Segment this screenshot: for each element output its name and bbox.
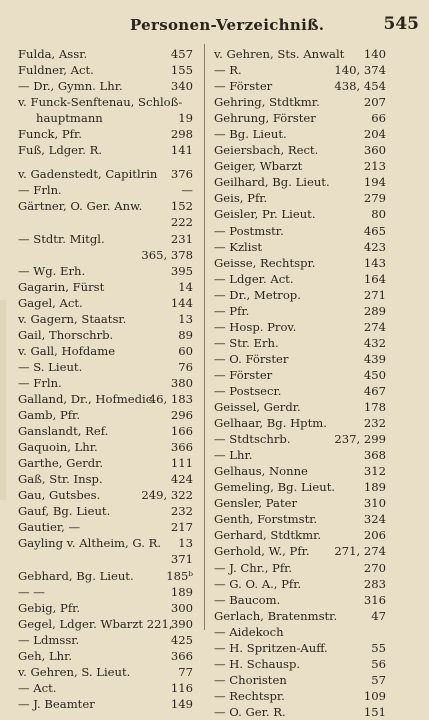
index-entry [214, 271, 386, 287]
entry-page-ref: 376 [170, 167, 193, 182]
entry-page-ref: 457 [170, 47, 193, 61]
entry-name: — Frln. [18, 375, 62, 390]
entry-name: — H. Schausp. [214, 656, 301, 671]
index-entry [214, 592, 386, 608]
entry-name: — — [18, 584, 45, 599]
entry-page-ref: 76 [178, 359, 193, 374]
entry-name: — Dr., Metrop. [214, 287, 301, 302]
index-column-right [214, 46, 386, 720]
index-entry [214, 447, 386, 463]
index-entry [214, 303, 386, 319]
entry-page-ref: 340 [170, 79, 193, 94]
index-entry [214, 383, 386, 399]
entry-name: Gebhard, Bg. Lieut. [18, 568, 134, 583]
entry-name: Geiger, Wbarzt [214, 159, 303, 174]
index-entry [18, 279, 193, 295]
index-entry [214, 239, 386, 255]
entry-name: — Ldger. Act. [214, 271, 294, 286]
index-entry [214, 704, 386, 720]
entry-page-ref: 366 [170, 440, 193, 455]
entry-page-ref: 185ᵇ [166, 568, 193, 583]
entry-page-ref: 46, 183 [148, 391, 193, 406]
entry-name: — Postmstr. [214, 223, 284, 238]
entry-name: Gehring, Stdtkmr. [214, 95, 320, 110]
entry-page-ref: 371 [170, 552, 193, 567]
index-entry [18, 142, 193, 158]
index-entry [214, 415, 386, 431]
entry-name: — O. Förster [214, 351, 289, 366]
entry-name: Geiersbach, Rect. [214, 143, 319, 158]
entry-page-ref: 207 [363, 95, 386, 110]
entry-name: Gensler, Pater [214, 496, 298, 511]
entry-name: — Ldmssr. [18, 632, 80, 647]
entry-page-ref: 141 [170, 143, 193, 158]
entry-name: — Baucom. [214, 592, 281, 607]
index-entry [18, 503, 193, 519]
index-entry [18, 391, 193, 407]
entry-page-ref: 390 [170, 616, 193, 631]
entry-page-ref: 232 [170, 504, 193, 519]
entry-page-ref: 80 [371, 207, 386, 222]
entry-page-ref: 438, 454 [334, 79, 386, 94]
entry-page-ref: 189 [170, 584, 193, 599]
index-entry [214, 351, 386, 367]
index-entry [214, 576, 386, 592]
entry-name: Fulda, Assr. [18, 47, 88, 61]
page-shading [0, 300, 6, 500]
entry-page-ref: 222 [170, 215, 193, 230]
index-entry [18, 423, 193, 439]
entry-page-ref: 57 [371, 672, 386, 687]
index-entry [18, 696, 193, 712]
entry-name: Geh, Lhr. [18, 648, 73, 663]
entry-page-ref: 14 [178, 279, 193, 294]
entry-page-ref: 194 [363, 175, 386, 190]
entry-page-ref: 465 [363, 223, 386, 238]
entry-page-ref: 271 [363, 287, 386, 302]
entry-name: Galland, Dr., Hofmedic. [18, 391, 156, 406]
entry-page-ref: 316 [363, 592, 386, 607]
index-entry [214, 672, 386, 688]
entry-name: Gegel, Ldger. Wbarzt 221, [18, 616, 173, 631]
entry-name: Gagarin, Fürst [18, 279, 105, 294]
entry-name: Fuldner, Act. [18, 63, 94, 78]
index-entry [214, 94, 386, 110]
entry-name: — J. Chr., Pfr. [214, 560, 293, 575]
entry-page-ref: 56 [371, 656, 386, 671]
entry-name: — Stdtschrb. [214, 432, 291, 447]
entry-page-ref: 312 [363, 464, 386, 479]
entry-page-ref: 55 [371, 640, 386, 655]
page-header [0, 16, 429, 36]
entry-name: — H. Spritzen-Auff. [214, 640, 328, 655]
entry-page-ref: 424 [170, 472, 193, 487]
entry-name: Gayling v. Altheim, G. R. [18, 536, 162, 551]
column-divider [204, 44, 205, 630]
entry-page-ref: 109 [363, 688, 386, 703]
index-column-left [18, 46, 193, 712]
index-entry [214, 527, 386, 543]
entry-page-ref: 423 [363, 239, 386, 254]
index-entry [214, 560, 386, 576]
index-entry [214, 142, 386, 158]
entry-page-ref: 166 [170, 424, 193, 439]
entry-page-ref: 289 [363, 303, 386, 318]
index-entry [18, 263, 193, 279]
entry-page-ref: 66 [371, 111, 386, 126]
index-entry [18, 471, 193, 487]
index-entry [18, 231, 193, 247]
index-entry [18, 343, 193, 359]
entry-page-ref: 368 [363, 448, 386, 463]
entry-name: Ganslandt, Ref. [18, 424, 109, 439]
entry-page-ref: 366 [170, 648, 193, 663]
index-entry [18, 62, 193, 78]
index-entry [214, 190, 386, 206]
index-entry [214, 174, 386, 190]
index-entry [214, 367, 386, 383]
entry-page-ref: 274 [363, 319, 386, 334]
index-entry [18, 166, 193, 182]
entry-name: v. Gall, Hofdame [18, 343, 116, 358]
entry-page-ref: 270 [363, 560, 386, 575]
index-entry [214, 511, 386, 527]
index-entry [214, 158, 386, 174]
index-entry [18, 247, 193, 263]
index-entry [214, 46, 386, 62]
entry-name: hauptmann [36, 111, 103, 126]
entry-name: Garthe, Gerdr. [18, 456, 104, 471]
entry-name: — O. Ger. R. [214, 704, 286, 719]
entry-name: Fuß, Ldger. R. [18, 143, 103, 158]
index-entry [214, 62, 386, 78]
entry-name: — G. O. A., Pfr. [214, 576, 302, 591]
entry-name: — Str. Erh. [214, 335, 279, 350]
index-entry [18, 455, 193, 471]
entry-page-ref: 360 [363, 143, 386, 158]
entry-page-ref: 116 [170, 680, 193, 695]
entry-page-ref: 425 [170, 632, 193, 647]
index-entry [18, 519, 193, 535]
entry-name: — J. Beamter [18, 696, 95, 711]
entry-name: — Act. [18, 680, 57, 695]
entry-name: v. Gagern, Staatsr. [18, 311, 127, 326]
entry-page-ref: 47 [371, 608, 386, 623]
entry-name: Gagel, Act. [18, 295, 83, 310]
index-entry [18, 568, 193, 584]
entry-page-ref: 13 [178, 536, 193, 551]
index-entry [214, 608, 386, 624]
entry-name: — Dr., Gymn. Lhr. [18, 79, 123, 94]
index-entry [18, 295, 193, 311]
entry-page-ref: 140 [363, 47, 386, 61]
entry-page-ref: 380 [170, 375, 193, 390]
index-entry [214, 656, 386, 672]
index-entry [18, 94, 193, 110]
entry-name: Geisler, Pr. Lieut. [214, 207, 316, 222]
index-entry [214, 206, 386, 222]
entry-name: Geis, Pfr. [214, 191, 268, 206]
index-entry [18, 327, 193, 343]
entry-page-ref: 450 [363, 367, 386, 382]
entry-page-ref: 467 [363, 383, 386, 398]
entry-page-ref: 237, 299 [334, 432, 386, 447]
entry-page-ref: 249, 322 [141, 488, 193, 503]
index-entry [18, 198, 193, 214]
entry-page-ref: 189 [363, 480, 386, 495]
entry-name: v. Gehren, S. Lieut. [18, 664, 131, 679]
entry-name: Geissel, Gerdr. [214, 400, 301, 415]
entry-name: — R. [214, 63, 242, 78]
entry-page-ref: 271, 274 [334, 544, 386, 559]
index-entry [18, 359, 193, 375]
entry-name: Gamb, Pfr. [18, 408, 81, 423]
entry-name: Gemeling, Bg. Lieut. [214, 480, 336, 495]
entry-page-ref: 151 [363, 704, 386, 719]
entry-page-ref: 111 [170, 456, 193, 471]
entry-page-ref: 89 [178, 327, 193, 342]
entry-name: Gauf, Bg. Lieut. [18, 504, 111, 519]
index-entry [214, 431, 386, 447]
index-entry [214, 624, 386, 640]
entry-page-ref: 178 [363, 400, 386, 415]
entry-name: Geilhard, Bg. Lieut. [214, 175, 330, 190]
entry-page-ref: 206 [363, 528, 386, 543]
index-entry [18, 648, 193, 664]
entry-name: — Choristen [214, 672, 287, 687]
index-entry [18, 439, 193, 455]
entry-name: — Postsecr. [214, 383, 282, 398]
entry-page-ref: 300 [170, 600, 193, 615]
entry-page-ref: 164 [363, 271, 386, 286]
entry-name: Gau, Gutsbes. [18, 488, 101, 503]
entry-name: — Hosp. Prov. [214, 319, 297, 334]
entry-name: Gaß, Str. Insp. [18, 472, 103, 487]
entry-name: — Lhr. [214, 448, 253, 463]
section-spacer [18, 158, 193, 166]
entry-name: — Stdtr. Mitgl. [18, 231, 105, 246]
entry-name: Gelhaar, Bg. Hptm. [214, 416, 327, 431]
entry-page-ref: 432 [363, 335, 386, 350]
entry-name: Gerhold, W., Pfr. [214, 544, 310, 559]
entry-name: — Frln. [18, 183, 62, 198]
entry-page-ref: 365, 378 [141, 247, 193, 262]
entry-page-ref: 13 [178, 311, 193, 326]
entry-name: v. Funck-Senftenau, Schloß- [18, 95, 183, 110]
index-entry [214, 319, 386, 335]
entry-page-ref: 143 [363, 255, 386, 270]
index-entry [214, 335, 386, 351]
entry-name: Geisse, Rechtspr. [214, 255, 316, 270]
index-entry [18, 375, 193, 391]
index-entry [214, 287, 386, 303]
entry-name: — Rechtspr. [214, 688, 285, 703]
entry-page-ref: 144 [170, 295, 193, 310]
index-entry [18, 407, 193, 423]
entry-page-ref: 310 [363, 496, 386, 511]
entry-name: Genth, Forstmstr. [214, 512, 318, 527]
entry-name: — Förster [214, 79, 273, 94]
entry-name: — Aidekoch [214, 624, 284, 639]
index-entry [214, 255, 386, 271]
entry-page-ref: 296 [170, 408, 193, 423]
entry-page-ref: 232 [363, 416, 386, 431]
index-entry [214, 640, 386, 656]
entry-page-ref: 19 [178, 111, 193, 126]
index-entry [214, 688, 386, 704]
entry-name: Gebig, Pfr. [18, 600, 81, 615]
entry-page-ref: 204 [363, 127, 386, 142]
entry-name: Gärtner, O. Ger. Anw. [18, 199, 143, 214]
entry-page-ref: 213 [363, 159, 386, 174]
index-entry [214, 495, 386, 511]
index-entry [18, 46, 193, 62]
entry-page-ref: 217 [170, 520, 193, 535]
index-entry [214, 479, 386, 495]
entry-page-ref: 283 [363, 576, 386, 591]
index-entry [214, 399, 386, 415]
entry-name: Gerlach, Bratenmstr. [214, 608, 338, 623]
entry-name: — Bg. Lieut. [214, 127, 287, 142]
index-entry [18, 600, 193, 616]
entry-name: Funck, Pfr. [18, 127, 82, 142]
entry-name: Gaquoin, Lhr. [18, 440, 98, 455]
index-entry [18, 214, 193, 230]
entry-page-ref: 140, 374 [334, 63, 386, 78]
entry-name: — Förster [214, 367, 273, 382]
entry-page-ref: 279 [363, 191, 386, 206]
entry-name: Gehrung, Förster [214, 111, 316, 126]
entry-page-ref: 155 [170, 63, 193, 78]
page-title: Personen-Verzeichniß. [130, 16, 325, 34]
entry-name: Gelhaus, Nonne [214, 464, 308, 479]
index-entry [18, 110, 193, 126]
entry-name: Gautier, — [18, 520, 81, 535]
index-entry [214, 223, 386, 239]
index-entry [18, 632, 193, 648]
index-entry [18, 551, 193, 567]
index-entry [18, 126, 193, 142]
index-entry [214, 110, 386, 126]
entry-page-ref: 77 [178, 664, 193, 679]
entry-page-ref: 439 [363, 351, 386, 366]
entry-page-ref: 324 [363, 512, 386, 527]
entry-page-ref: 149 [170, 696, 193, 711]
entry-name: — Wg. Erh. [18, 263, 86, 278]
entry-name: v. Gadenstedt, Capitlrin [18, 167, 158, 182]
index-entry [18, 487, 193, 503]
index-entry [214, 78, 386, 94]
index-entry [214, 463, 386, 479]
entry-name: — Kzlist [214, 239, 263, 254]
index-entry [214, 543, 386, 559]
page-number: 545 [383, 14, 419, 34]
entry-name: Gail, Thorschrb. [18, 327, 114, 342]
entry-page-ref: 231 [170, 231, 193, 246]
entry-page-ref: 60 [178, 343, 193, 358]
entry-page-ref: 395 [170, 263, 193, 278]
index-entry [18, 616, 193, 632]
index-entry [18, 584, 193, 600]
index-entry [18, 182, 193, 198]
entry-page-ref: 152 [170, 199, 193, 214]
entry-page-ref: 298 [170, 127, 193, 142]
index-entry [18, 680, 193, 696]
index-entry [18, 535, 193, 551]
entry-name: v. Gehren, Sts. Anwalt [214, 47, 345, 61]
entry-name: — S. Lieut. [18, 359, 83, 374]
entry-name: — Pfr. [214, 303, 250, 318]
entry-page-ref: — [181, 183, 193, 198]
index-entry [18, 311, 193, 327]
entry-name: Gerhard, Stdtkmr. [214, 528, 322, 543]
index-entry [18, 664, 193, 680]
index-entry [18, 78, 193, 94]
index-entry [214, 126, 386, 142]
